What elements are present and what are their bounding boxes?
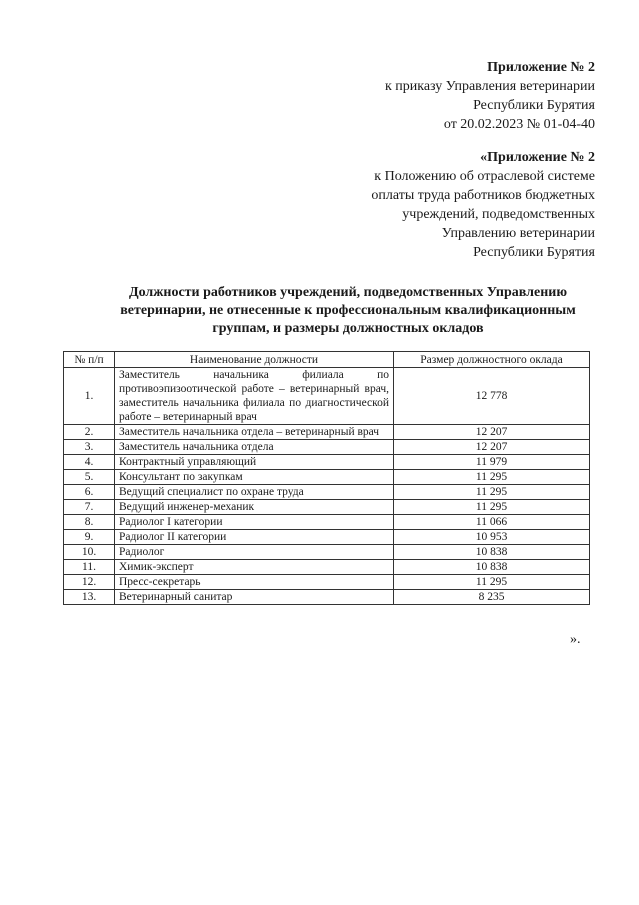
table-row (64, 455, 590, 470)
row-salary: 10 953 (394, 530, 590, 545)
table-header-row (64, 352, 590, 368)
row-number: 2. (64, 425, 115, 440)
annex2-header (371, 148, 595, 262)
row-number: 8. (64, 515, 115, 530)
header-salary: Размер должностного оклада (394, 352, 590, 368)
row-number: 7. (64, 500, 115, 515)
row-position: Заместитель начальника филиала по противоэпизоотической работе – ветеринарный врач, заместитель начальника филиала по диагностической работе – ветеринарный врач (115, 368, 394, 425)
row-salary: 12 778 (394, 368, 590, 425)
table-row (64, 575, 590, 590)
row-position: Радиолог (115, 545, 394, 560)
row-salary: 11 295 (394, 500, 590, 515)
row-salary: 12 207 (394, 425, 590, 440)
annex2-line: Республики Бурятия (473, 245, 595, 260)
table-row (64, 545, 590, 560)
row-position: Радиолог II категории (115, 530, 394, 545)
row-position: Заместитель начальника отдела (115, 440, 394, 455)
table-row (64, 425, 590, 440)
annex-line: Республики Бурятия (473, 98, 595, 113)
row-number: 11. (64, 560, 115, 575)
document-title (88, 284, 608, 338)
table-row (64, 485, 590, 500)
table-row (64, 590, 590, 605)
row-salary: 8 235 (394, 590, 590, 605)
title-line: Должности работников учреждений, подведомственных Управлению (128, 285, 568, 300)
closing-mark: ». (570, 632, 581, 647)
header-number: № п/п (64, 352, 115, 368)
annex-line: от 20.02.2023 № 01-04-40 (443, 117, 595, 132)
row-number: 6. (64, 485, 115, 500)
row-position: Ведущий инженер-механик (115, 500, 394, 515)
table-row (64, 515, 590, 530)
annex2-line: Управлению ветеринарии (441, 226, 595, 241)
table-row (64, 470, 590, 485)
header-position: Наименование должности (115, 352, 394, 368)
row-number: 12. (64, 575, 115, 590)
row-number: 5. (64, 470, 115, 485)
row-number: 4. (64, 455, 115, 470)
title-line: ветеринарии, не отнесенные к профессиональным квалификационным (120, 303, 576, 318)
title-line: группам, и размеры должностных окладов (212, 321, 484, 336)
row-position: Консультант по закупкам (115, 470, 394, 485)
row-salary: 11 979 (394, 455, 590, 470)
row-salary: 12 207 (394, 440, 590, 455)
annex2-title: «Приложение № 2 (480, 150, 595, 165)
row-number: 1. (64, 368, 115, 425)
table-row (64, 560, 590, 575)
annex-line: к приказу Управления ветеринарии (384, 79, 595, 94)
row-position: Ветеринарный санитар (115, 590, 394, 605)
row-salary: 10 838 (394, 560, 590, 575)
row-position: Радиолог I категории (115, 515, 394, 530)
annex-title: Приложение № 2 (487, 60, 595, 75)
table-row (64, 500, 590, 515)
annex2-line: учреждений, подведомственных (402, 207, 595, 222)
row-position: Ведущий специалист по охране труда (115, 485, 394, 500)
row-number: 3. (64, 440, 115, 455)
row-position: Заместитель начальника отдела – ветеринарный врач (115, 425, 394, 440)
table-body (64, 368, 590, 605)
row-salary: 11 066 (394, 515, 590, 530)
annex-header (385, 58, 595, 134)
table-row (64, 530, 590, 545)
annex2-line: оплаты труда работников бюджетных (371, 188, 595, 203)
table-row (64, 440, 590, 455)
row-position: Химик-эксперт (115, 560, 394, 575)
positions-table (63, 351, 590, 605)
row-salary: 11 295 (394, 575, 590, 590)
row-position: Пресс-секретарь (115, 575, 394, 590)
row-number: 10. (64, 545, 115, 560)
row-number: 9. (64, 530, 115, 545)
row-salary: 10 838 (394, 545, 590, 560)
table-row (64, 368, 590, 425)
annex2-line: к Положению об отраслевой системе (374, 169, 595, 184)
row-position: Контрактный управляющий (115, 455, 394, 470)
row-salary: 11 295 (394, 470, 590, 485)
row-salary: 11 295 (394, 485, 590, 500)
row-number: 13. (64, 590, 115, 605)
